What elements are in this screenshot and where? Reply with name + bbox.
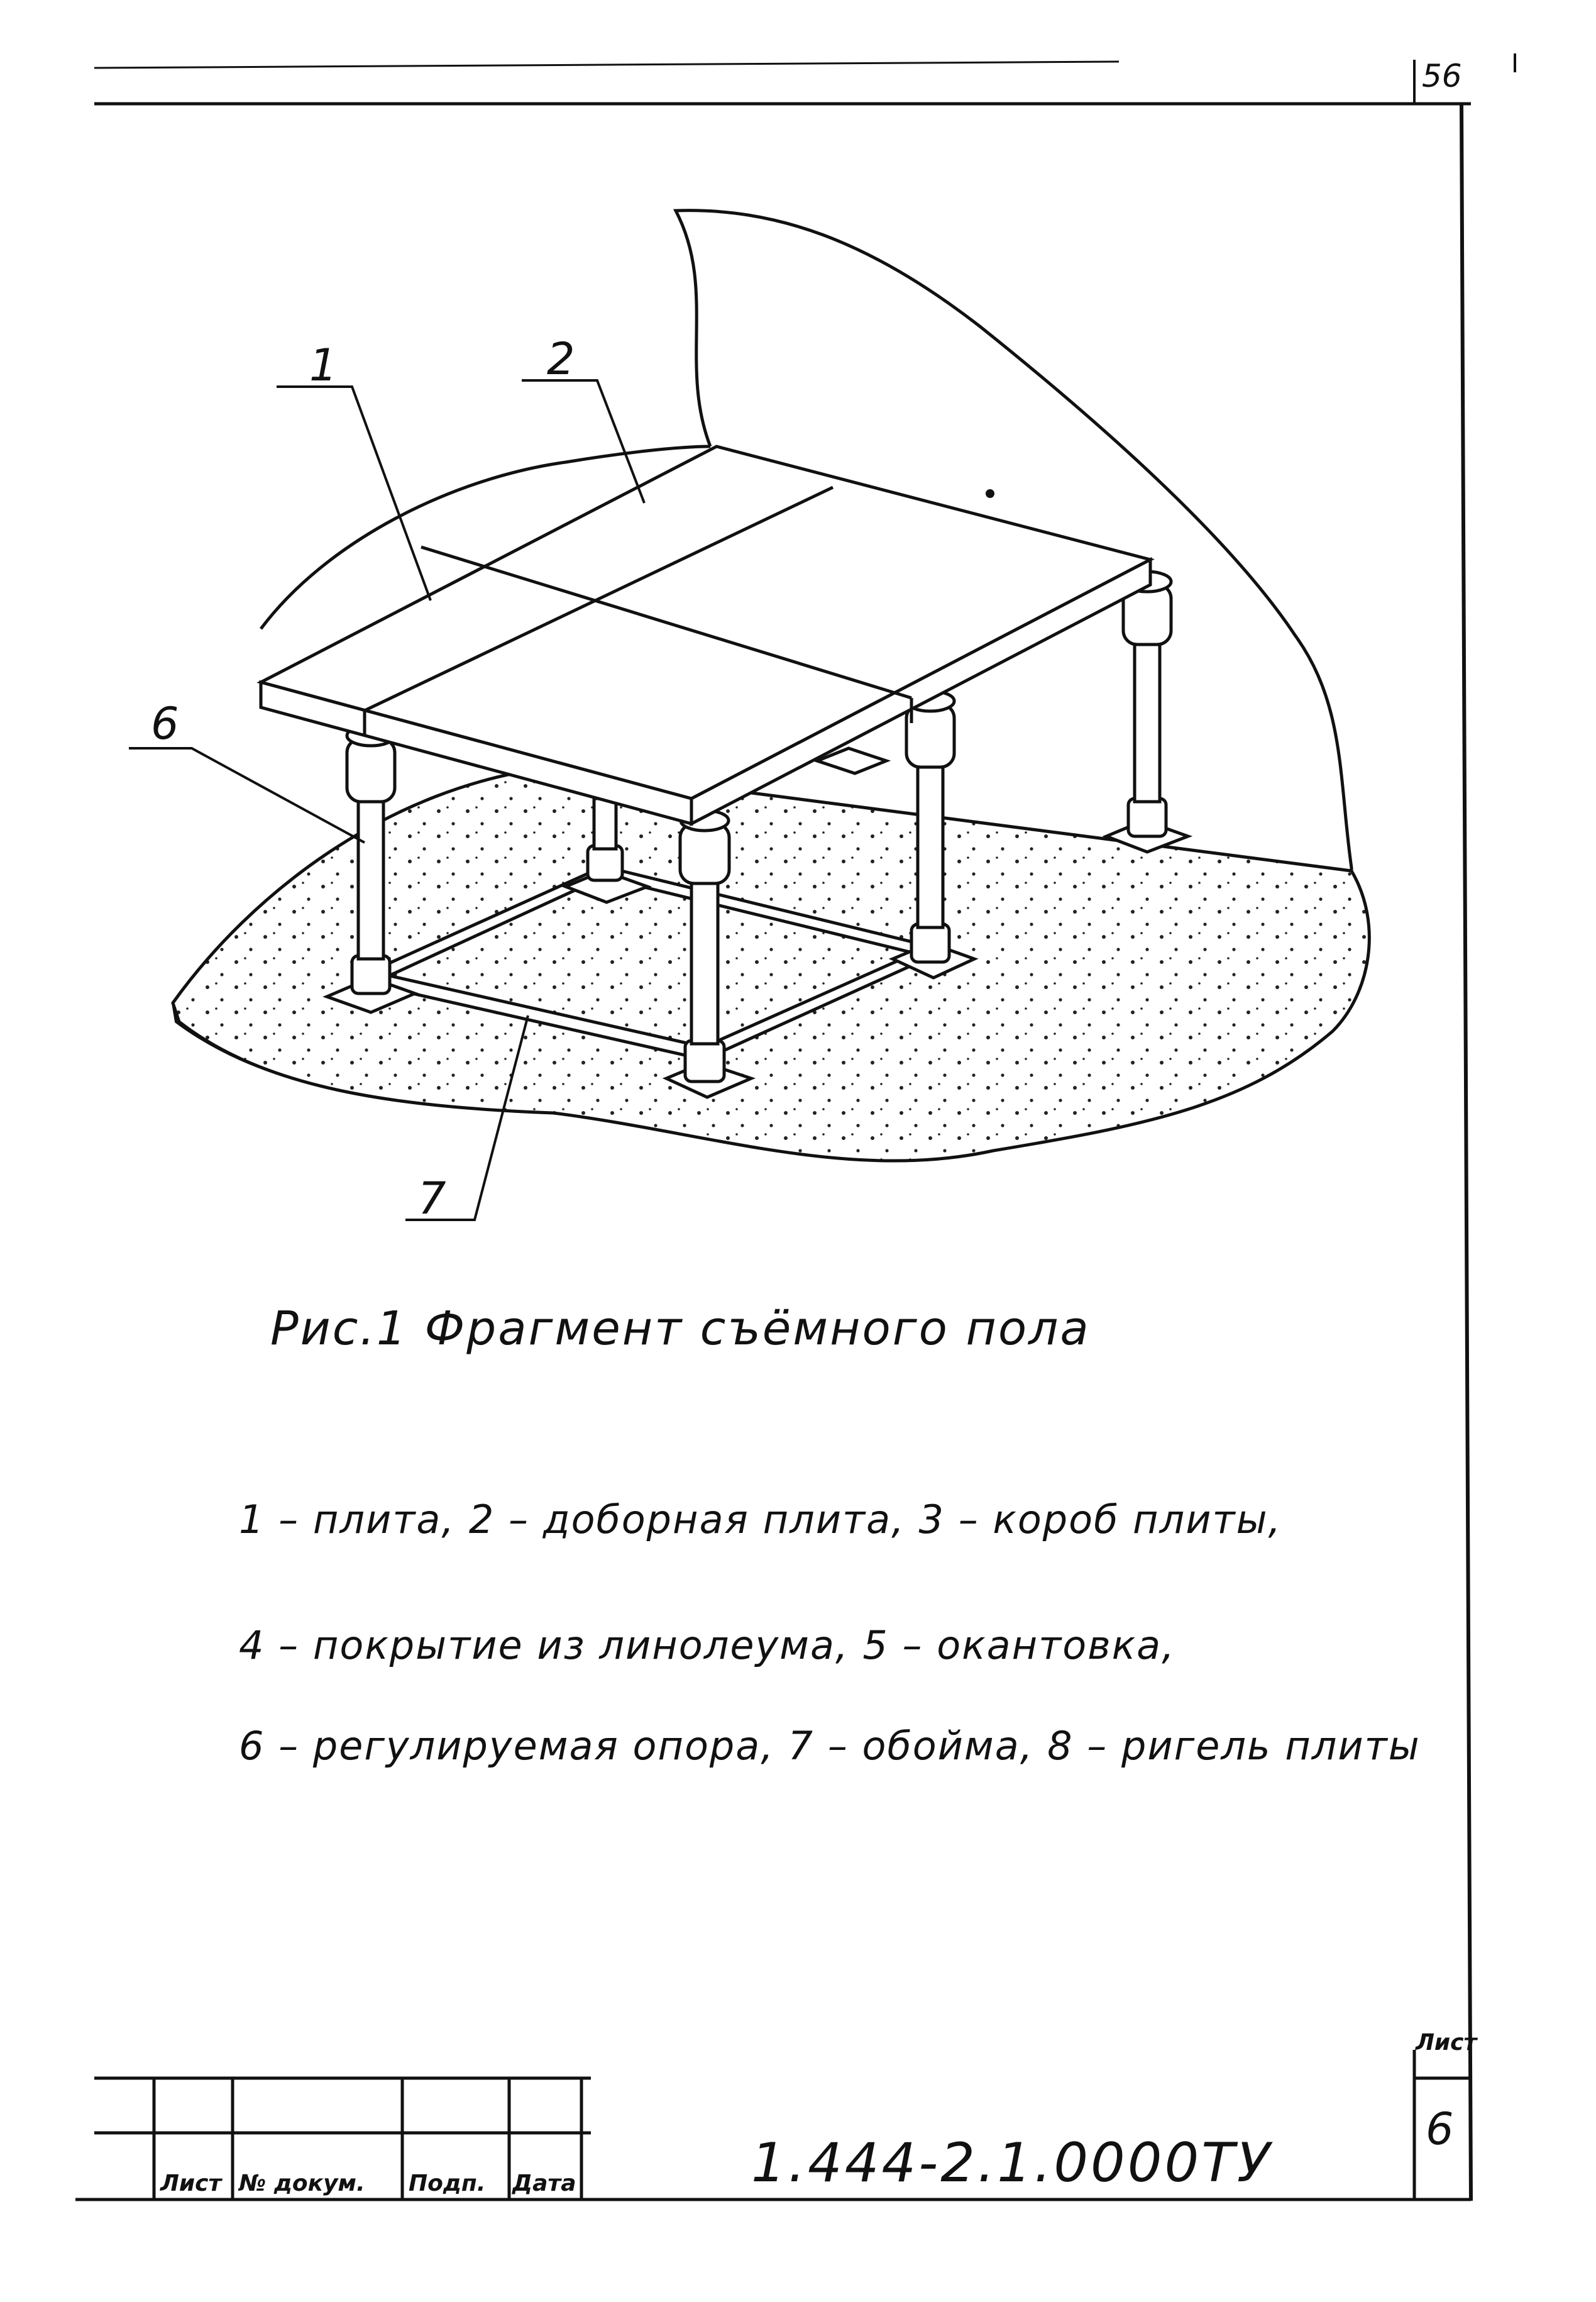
- tb-col-list: Лист: [160, 2171, 222, 2196]
- sheet-label: Лист: [1416, 2030, 1477, 2056]
- legend-line-2: 4 – покрытие из линолеума, 5 – окантовка,: [239, 1622, 1175, 1668]
- callout-7: 7: [418, 1173, 446, 1224]
- callout-6: 6: [151, 698, 179, 750]
- callout-2: 2: [547, 333, 575, 385]
- legend-line-3: 6 – регулируемая опора, 7 – обойма, 8 – ригель плиты: [239, 1723, 1421, 1769]
- callout-1: 1: [309, 340, 338, 391]
- support-far-right: [1123, 572, 1171, 836]
- sheet-value: 6: [1426, 2103, 1454, 2155]
- tb-col-sign: Подп.: [409, 2171, 486, 2196]
- leader-6: [129, 748, 365, 843]
- tb-col-date: Дата: [512, 2171, 576, 2196]
- document-number: 1.444-2.1.0000ТУ: [751, 2132, 1273, 2194]
- sheet-number-top: 56: [1422, 58, 1462, 94]
- small-markers: [986, 489, 994, 498]
- tb-col-doc: № докум.: [239, 2171, 365, 2196]
- leader-1: [277, 387, 431, 600]
- support-back-left: [588, 799, 622, 880]
- figure-caption: Рис.1 Фрагмент съёмного пола: [270, 1302, 1091, 1356]
- leader-2: [522, 380, 644, 503]
- legend-line-1: 1 – плита, 2 – доборная плита, 3 – короб плиты,: [239, 1497, 1282, 1542]
